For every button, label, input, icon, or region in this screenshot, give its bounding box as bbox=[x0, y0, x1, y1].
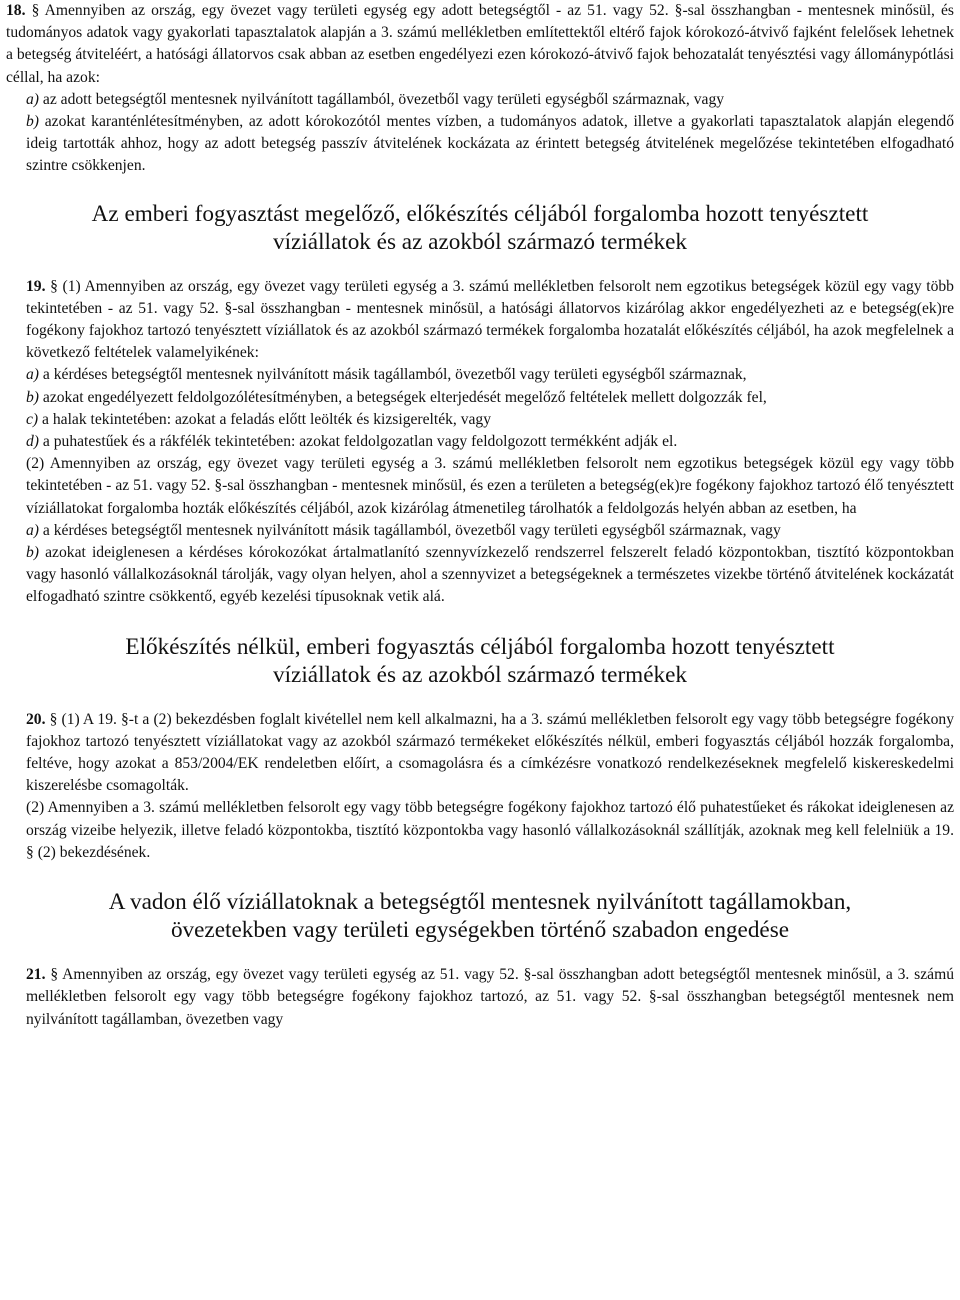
document-page bbox=[6, 0, 954, 1031]
section-heading bbox=[6, 633, 954, 689]
paragraph-18 bbox=[6, 0, 954, 89]
point-a bbox=[6, 89, 954, 111]
section-text: § Amennyiben az ország, egy övezet vagy területi egység egy adott betegségtől - az 51. vagy 52. §-sal összhangban - mentesnek minősül, és tudományos adatok vagy gyakorlati tapasztalatok alapján a 3. számú mellékletben említettektől eltérő fajok kórokozó-átvivő fajként felelősek lehetnek a betegség átviteléért, a hatósági állatorvos csak abban az esetben engedélyezi ezen kórokozó-átvivő fajok behozatalát tenyésztési vagy állománypótlási céllal, ha azok: bbox=[6, 2, 954, 86]
paragraph-19-1 bbox=[6, 276, 954, 365]
heading-line: víziállatok és az azokból származó termékek bbox=[273, 228, 687, 255]
section-text: § Amennyiben az ország, egy övezet vagy területi egység az 51. vagy 52. §-sal összhangban adott betegségtől mentesnek minősül, a 3. számú mellékletben felsorolt egy vagy több betegségre fogékony fajokhoz tartozó, az 51. vagy 52. §-sal összhangban betegségtől mentesnek nem nyilvánított tagállamban, övezetben vagy bbox=[26, 966, 954, 1028]
point-c bbox=[6, 409, 954, 431]
point-label: a) bbox=[26, 366, 39, 384]
point-b bbox=[6, 542, 954, 609]
paragraph-19-2 bbox=[6, 453, 954, 520]
section-number: 20. bbox=[26, 710, 46, 728]
point-label: b) bbox=[26, 388, 39, 406]
section-text: (2) Amennyiben az ország, egy övezet vagy területi egység a 3. számú mellékletben felsorolt nem egzotikus betegségek közül egy vagy több tekintetében - az 51. vagy 52. §-sal összhangban - mentesnek minősül, és ezen a területen a betegség(ek)re fogékony fajokhoz tartozó élő tenyésztett víziállatokat forgalomba hozták előkészítés céljából, azok kizárólag átmenetileg tárolhatók a feldolgozás helyén abban az esetben, ha bbox=[26, 455, 954, 517]
point-b bbox=[6, 387, 954, 409]
section-heading bbox=[6, 200, 954, 256]
point-text: azokat engedélyezett feldolgozólétesítményben, a betegségek elterjedését megelőző feltételek mellett dolgozzák fel, bbox=[42, 388, 767, 406]
point-text: a puhatestűek és a rákfélék tekintetében: azokat feldolgozatlan vagy feldolgozott termékként adják el. bbox=[42, 433, 678, 451]
heading-line: A vadon élő víziállatoknak a betegségtől mentesnek nyilvánított tagállamokban, bbox=[108, 889, 852, 916]
point-label: a) bbox=[26, 90, 39, 108]
point-label: b) bbox=[26, 113, 39, 131]
heading-line: víziállatok és az azokból származó termékek bbox=[273, 661, 687, 688]
section-number: 19. bbox=[26, 277, 46, 295]
heading-line: Előkészítés nélkül, emberi fogyasztás céljából forgalomba hozott tenyésztett bbox=[125, 633, 835, 660]
point-b bbox=[6, 111, 954, 178]
point-a bbox=[6, 520, 954, 542]
paragraph-20-2 bbox=[6, 797, 954, 864]
heading-line: Az emberi fogyasztást megelőző, előkészítés céljából forgalomba hozott tenyésztett bbox=[91, 200, 869, 227]
point-text: a kérdéses betegségtől mentesnek nyilvánított másik tagállamból, övezetből vagy területi egységből származnak, bbox=[42, 366, 747, 384]
point-label: d) bbox=[26, 433, 39, 451]
point-a bbox=[6, 364, 954, 386]
section-text: (2) Amennyiben a 3. számú mellékletben felsorolt egy vagy több betegségre fogékony fajokhoz tartozó élő puhatestűeket és rákokat ideiglenesen az ország vizeibe helyezik, illetve feladó központokba, tisztító központokba vagy hasonló vállalkozásoknál szállítják, azoknak meg kell felelniük a 19. § (2) bekezdésének. bbox=[26, 799, 954, 861]
section-number: 18. bbox=[6, 2, 26, 19]
point-label: c) bbox=[26, 410, 39, 428]
paragraph-20-1 bbox=[6, 709, 954, 798]
section-heading bbox=[6, 888, 954, 944]
point-d bbox=[6, 431, 954, 453]
point-text: az adott betegségtől mentesnek nyilvánított tagállamból, övezetből vagy területi egységből származnak, vagy bbox=[42, 90, 725, 108]
point-text: a halak tekintetében: azokat a feladás előtt leölték és kizsigerelték, vagy bbox=[42, 410, 492, 428]
point-label: b) bbox=[26, 544, 39, 562]
paragraph-21 bbox=[6, 964, 954, 1031]
point-text: azokat ideiglenesen a kérdéses kórokozókat ártalmatlanító szennyvízkezelő rendszerrel felszerelt feladó központokban, tisztító központokban vagy hasonló vállalkozásoknál tárolják, vagy olyan helyen, ahol a szennyvizet a betegségeknek a természetes vizekbe történő átvitelének kockázatát elfogadható szintre csökkentő, egyéb kezelési típusoknak vetik alá. bbox=[26, 544, 954, 606]
point-text: a kérdéses betegségtől mentesnek nyilvánított másik tagállamból, övezetből vagy területi egységből származnak, vagy bbox=[42, 521, 781, 539]
heading-line: övezetekben vagy területi egységekben történő szabadon engedése bbox=[170, 917, 790, 944]
section-number: 21. bbox=[26, 966, 46, 984]
section-text: § (1) A 19. §-t a (2) bekezdésben foglalt kivétellel nem kell alkalmazni, ha a 3. számú mellékletben felsorolt egy vagy több betegségre fogékony fajokhoz tartozó tenyésztett víziállatokat vagy az azokból származó termékeket előkészítés nélkül, emberi fogyasztás céljából hozzák forgalomba, feltéve, hogy azokat a 853/2004/EK rendeletben előírt, a csomagolásra és a címkézésre vonatkozó rendelkezéseknek megfelelő kiskereskedelmi kiszerelésbe csomagolták. bbox=[26, 710, 954, 795]
point-text: azokat karanténlétesítményben, az adott kórokozótól mentes vízben, a tudományos adatok, illetve a gyakorlati tapasztalatok alapján elegendő ideig tartották ahhoz, hogy az adott betegség passzív átvitelének kockázata az érintett betegség átvitelének megelőzése tekintetében elfogadható szintre csökkenjen. bbox=[26, 113, 954, 175]
point-label: a) bbox=[26, 521, 39, 539]
section-text: § (1) Amennyiben az ország, egy övezet vagy területi egység a 3. számú mellékletben felsorolt nem egzotikus betegségek közül egy vagy több tekintetében - az 51. vagy 52. §-sal összhangban - mentesnek minősül, a hatósági állatorvos kizárólag akkor engedélyezheti az e betegség(ek)re fogékony fajokhoz tartozó tenyésztett víziállatok és az azokból származó termékek forgalomba hozatalát előkészítés céljából, ha azok megfelelnek a következő feltételek valamelyikének: bbox=[26, 277, 954, 362]
